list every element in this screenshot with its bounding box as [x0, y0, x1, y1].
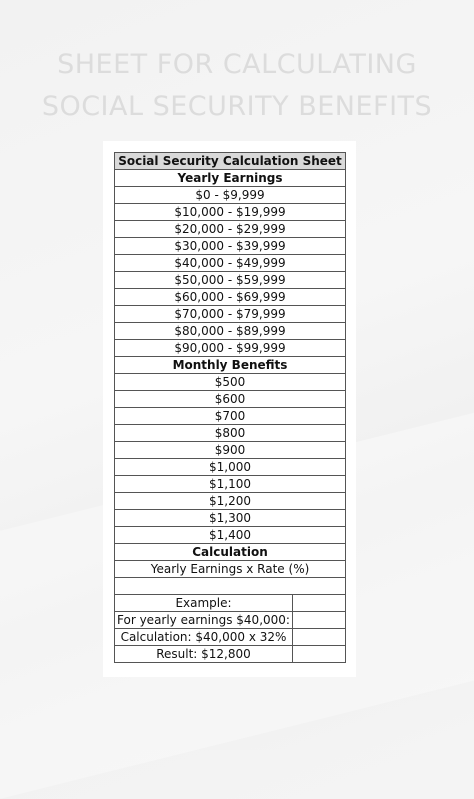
monthly-benefit-cell: $1,100 [115, 476, 346, 493]
empty-cell [293, 595, 346, 612]
yearly-range-cell: $50,000 - $59,999 [115, 272, 346, 289]
monthly-benefits-heading: Monthly Benefits [115, 357, 346, 374]
yearly-range-cell: $20,000 - $29,999 [115, 221, 346, 238]
yearly-range-cell: $70,000 - $79,999 [115, 306, 346, 323]
yearly-range-cell: $80,000 - $89,999 [115, 323, 346, 340]
calculation-heading: Calculation [115, 544, 346, 561]
yearly-range-cell: $40,000 - $49,999 [115, 255, 346, 272]
yearly-range-cell: $30,000 - $39,999 [115, 238, 346, 255]
empty-cell [293, 612, 346, 629]
yearly-range-cell: $60,000 - $69,999 [115, 289, 346, 306]
monthly-benefit-cell: $900 [115, 442, 346, 459]
example-line: For yearly earnings $40,000: [115, 612, 293, 629]
yearly-earnings-heading: Yearly Earnings [115, 170, 346, 187]
monthly-benefit-cell: $500 [115, 374, 346, 391]
empty-row [115, 578, 346, 595]
calculation-formula: Yearly Earnings x Rate (%) [115, 561, 346, 578]
table-header: Social Security Calculation Sheet [115, 153, 346, 170]
monthly-benefit-cell: $1,400 [115, 527, 346, 544]
monthly-benefit-cell: $1,000 [115, 459, 346, 476]
empty-cell [293, 646, 346, 663]
example-line: Calculation: $40,000 x 32% [115, 629, 293, 646]
calculation-table [114, 152, 346, 663]
monthly-benefit-cell: $800 [115, 425, 346, 442]
yearly-range-cell: $90,000 - $99,999 [115, 340, 346, 357]
example-line: Result: $12,800 [115, 646, 293, 663]
monthly-benefit-cell: $1,300 [115, 510, 346, 527]
page-title-line-2: SOCIAL SECURITY BENEFITS [41, 91, 433, 122]
monthly-benefit-cell: $700 [115, 408, 346, 425]
monthly-benefit-cell: $600 [115, 391, 346, 408]
yearly-range-cell: $0 - $9,999 [115, 187, 346, 204]
yearly-range-cell: $10,000 - $19,999 [115, 204, 346, 221]
monthly-benefit-cell: $1,200 [115, 493, 346, 510]
empty-cell [293, 629, 346, 646]
page-title-line-1: SHEET FOR CALCULATING [57, 49, 417, 80]
example-line: Example: [115, 595, 293, 612]
